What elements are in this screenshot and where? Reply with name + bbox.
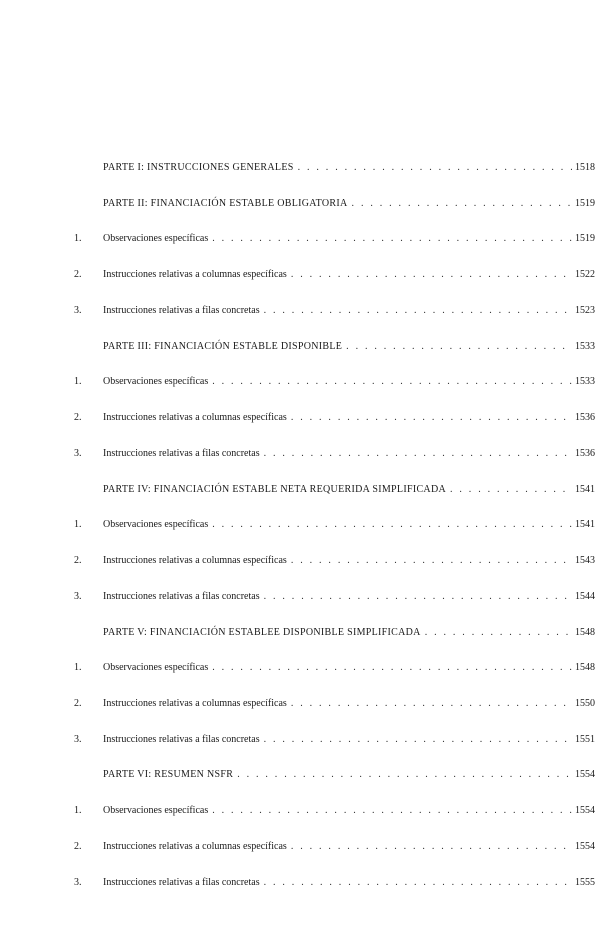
toc-page-number: 1536: [575, 448, 595, 459]
dot-leader: [291, 695, 572, 713]
dot-leader: [346, 338, 572, 356]
dot-leader: [264, 445, 572, 463]
toc-row-item: [0, 874, 600, 892]
toc-page-number: 1555: [575, 877, 595, 888]
toc-number: 2.: [74, 841, 82, 852]
toc-page-number: 1544: [575, 591, 595, 602]
toc-row-item: [0, 731, 600, 749]
toc-entry: [103, 302, 595, 320]
toc-page-number: 1554: [575, 805, 595, 816]
toc-entry: [103, 195, 595, 213]
toc-number: 1.: [74, 519, 82, 530]
toc-part-title: PARTE I: INSTRUCCIONES GENERALES: [103, 162, 294, 173]
toc-item-title: Instrucciones relativas a filas concretas: [103, 877, 260, 888]
toc-row-item: [0, 409, 600, 427]
toc-row-item: [0, 516, 600, 534]
toc-row-part-2: [0, 195, 600, 213]
toc-row-item: [0, 552, 600, 570]
toc-number: 3.: [74, 448, 82, 459]
toc-page-number: 1523: [575, 305, 595, 316]
toc-page-number: 1548: [575, 627, 595, 638]
dot-leader: [264, 874, 572, 892]
dot-leader: [212, 659, 572, 677]
dot-leader: [212, 516, 572, 534]
toc-item-title: Observaciones específicas: [103, 233, 209, 244]
toc-item-title: Observaciones específicas: [103, 519, 209, 530]
toc-entry: [103, 266, 595, 284]
toc-row-item: [0, 373, 600, 391]
toc-row-item: [0, 659, 600, 677]
dot-leader: [291, 409, 572, 427]
toc-page-number: 1554: [575, 841, 595, 852]
toc-page-number: 1541: [575, 519, 595, 530]
toc-row-item: [0, 838, 600, 856]
toc-item-title: Instrucciones relativas a filas concretas: [103, 448, 260, 459]
toc-entry: [103, 159, 595, 177]
toc-entry: [103, 838, 595, 856]
toc-page-number: 1554: [575, 769, 595, 780]
toc-item-title: Instrucciones relativas a columnas específicas: [103, 555, 287, 566]
toc-entry: [103, 552, 595, 570]
toc-part-title: PARTE II: FINANCIACIÓN ESTABLE OBLIGATORIA: [103, 198, 348, 209]
toc-page-number: 1543: [575, 555, 595, 566]
toc-row-item: [0, 588, 600, 606]
toc-number: 3.: [74, 305, 82, 316]
toc-row-part-5: [0, 624, 600, 642]
toc-number: 3.: [74, 877, 82, 888]
toc-number: 2.: [74, 269, 82, 280]
toc-row-part-1: [0, 159, 600, 177]
toc-row-item: [0, 695, 600, 713]
dot-leader: [291, 552, 572, 570]
toc-item-title: Observaciones específicas: [103, 376, 209, 387]
toc-page-number: 1533: [575, 376, 595, 387]
toc-entry: [103, 481, 595, 499]
dot-leader: [425, 624, 572, 642]
dot-leader: [212, 802, 572, 820]
dot-leader: [450, 481, 572, 499]
toc-part-title: PARTE VI: RESUMEN NSFR: [103, 769, 234, 780]
toc-page-number: 1541: [575, 484, 595, 495]
toc-page-number: 1519: [575, 198, 595, 209]
toc-item-title: Observaciones específicas: [103, 662, 209, 673]
toc-entry: [103, 874, 595, 892]
toc-page-number: 1548: [575, 662, 595, 673]
toc-item-title: Instrucciones relativas a filas concretas: [103, 734, 260, 745]
toc-row-item: [0, 802, 600, 820]
dot-leader: [352, 195, 572, 213]
toc-item-title: Instrucciones relativas a filas concretas: [103, 305, 260, 316]
toc-page-number: 1536: [575, 412, 595, 423]
toc-row-part-6: [0, 766, 600, 784]
toc-page-number: 1550: [575, 698, 595, 709]
toc-item-title: Instrucciones relativas a columnas específicas: [103, 698, 287, 709]
toc-entry: [103, 373, 595, 391]
toc-row-part-4: [0, 481, 600, 499]
toc-number: 1.: [74, 233, 82, 244]
toc-item-title: Observaciones específicas: [103, 805, 209, 816]
dot-leader: [264, 731, 572, 749]
toc-number: 2.: [74, 555, 82, 566]
toc-number: 1.: [74, 805, 82, 816]
toc-row-item: [0, 266, 600, 284]
toc-page-number: 1522: [575, 269, 595, 280]
toc-item-title: Instrucciones relativas a columnas específicas: [103, 269, 287, 280]
toc-entry: [103, 588, 595, 606]
dot-leader: [264, 302, 572, 320]
toc-page-number: 1519: [575, 233, 595, 244]
toc-entry: [103, 409, 595, 427]
toc-item-title: Instrucciones relativas a columnas específicas: [103, 412, 287, 423]
toc-entry: [103, 445, 595, 463]
toc-part-title: PARTE III: FINANCIACIÓN ESTABLE DISPONIBLE: [103, 341, 343, 352]
toc-page-number: 1518: [575, 162, 595, 173]
toc-entry: [103, 695, 595, 713]
toc-row-item: [0, 302, 600, 320]
toc-number: 1.: [74, 376, 82, 387]
toc-number: 3.: [74, 591, 82, 602]
toc-item-title: Instrucciones relativas a columnas específicas: [103, 841, 287, 852]
toc-number: 2.: [74, 698, 82, 709]
toc-row-item: [0, 230, 600, 248]
dot-leader: [237, 766, 572, 784]
dot-leader: [291, 838, 572, 856]
toc-number: 2.: [74, 412, 82, 423]
dot-leader: [212, 373, 572, 391]
toc-entry: [103, 516, 595, 534]
toc-entry: [103, 230, 595, 248]
toc-entry: [103, 624, 595, 642]
toc-entry: [103, 766, 595, 784]
toc-part-title: PARTE IV: FINANCIACIÓN ESTABLE NETA REQUERIDA SIMPLIFICADA: [103, 484, 446, 495]
toc-entry: [103, 338, 595, 356]
toc-number: 3.: [74, 734, 82, 745]
dot-leader: [212, 230, 572, 248]
toc-page-number: 1533: [575, 341, 595, 352]
toc-entry: [103, 659, 595, 677]
toc-entry: [103, 802, 595, 820]
toc-page-number: 1551: [575, 734, 595, 745]
dot-leader: [264, 588, 572, 606]
dot-leader: [298, 159, 572, 177]
dot-leader: [291, 266, 572, 284]
toc-number: 1.: [74, 662, 82, 673]
toc-row-part-3: [0, 338, 600, 356]
toc-entry: [103, 731, 595, 749]
toc-part-title: PARTE V: FINANCIACIÓN ESTABLEE DISPONIBLE SIMPLIFICADA: [103, 627, 421, 638]
toc-row-item: [0, 445, 600, 463]
toc-item-title: Instrucciones relativas a filas concretas: [103, 591, 260, 602]
